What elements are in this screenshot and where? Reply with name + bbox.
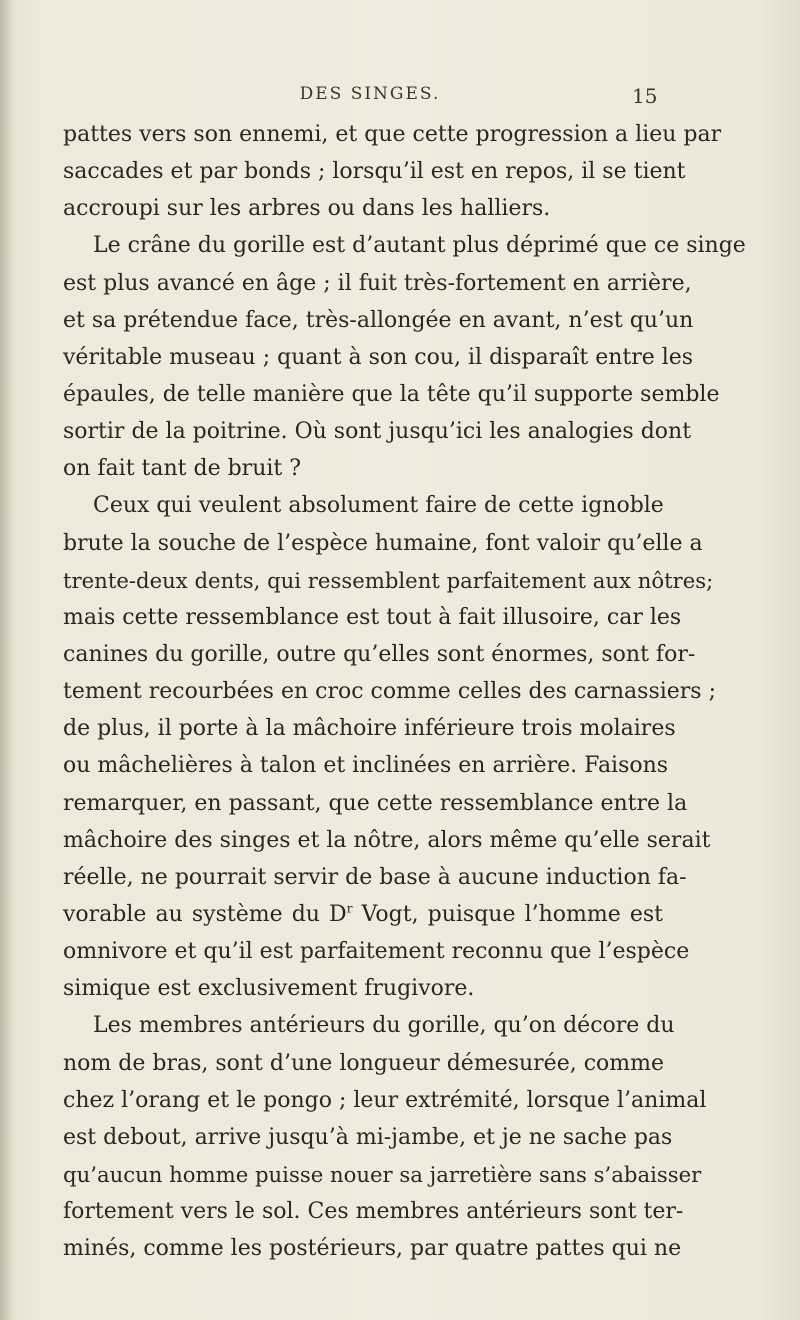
page-number: 15 <box>632 84 658 108</box>
text-line: brute la souche de l’espèce humaine, font valoir qu’elle a <box>63 530 703 556</box>
text-line: mâchoire des singes et la nôtre, alors même qu’elle serait <box>63 827 711 853</box>
text-line: est plus avancé en âge ; il fuit très-fortement en arrière, <box>63 270 692 296</box>
running-head: DES SINGES. <box>299 84 441 104</box>
text-line: simique est exclusivement frugivore. <box>63 976 475 1002</box>
text-span: vorable au système du D <box>63 901 347 927</box>
text-line: et sa prétendue face, très-allongée en avant, n’est qu’un <box>63 307 694 333</box>
text-line: Le crâne du gorille est d’autant plus déprimé que ce singe <box>93 233 746 259</box>
text-line: Les membres antérieurs du gorille, qu’on décore du <box>93 1013 675 1039</box>
text-line: pattes vers son ennemi, et que cette progression a lieu par <box>63 122 722 147</box>
text-line: omnivore et qu’il est parfaitement reconnu que l’espèce <box>63 939 690 965</box>
text-line: véritable museau ; quant à son cou, il disparaît entre les <box>63 344 694 370</box>
text-line: est debout, arrive jusqu’à mi-jambe, et je ne sache pas <box>63 1124 673 1150</box>
text-span: Vogt, puisque l’homme est <box>352 901 663 927</box>
text-line: épaules, de telle manière que la tête qu’il supporte semble <box>63 381 720 407</box>
body-text <box>63 116 746 1267</box>
text-line: réelle, ne pourrait servir de base à aucune induction fa- <box>63 864 687 890</box>
page-header <box>0 84 800 114</box>
text-line: fortement vers le sol. Ces membres antérieurs sont ter- <box>63 1199 684 1225</box>
text-line: sortir de la poitrine. Où sont jusqu’ici les analogies dont <box>63 419 692 445</box>
text-line: accroupi sur les arbres ou dans les halliers. <box>63 196 551 222</box>
text-line: canines du gorille, outre qu’elles sont énormes, sont for- <box>63 641 696 667</box>
text-line: trente-deux dents, qui ressemblent parfaitement aux nôtres; <box>63 567 714 593</box>
text-line: chez l’orang et le pongo ; leur extrémité, lorsque l’animal <box>63 1087 707 1113</box>
binding-shadow <box>0 0 14 1320</box>
text-line <box>63 896 663 933</box>
text-line: ou mâchelières à talon et inclinées en arrière. Faisons <box>63 753 669 779</box>
text-line: nom de bras, sont d’une longueur démesurée, comme <box>63 1050 665 1076</box>
text-line: tement recourbées en croc comme celles des carnassiers ; <box>63 679 717 705</box>
text-line: on fait tant de bruit ? <box>63 456 302 482</box>
text-line: minés, comme les postérieurs, par quatre pattes qui ne <box>63 1236 682 1262</box>
text-line: Ceux qui veulent absolument faire de cette ignoble <box>93 493 664 519</box>
text-line: saccades et par bonds ; lorsqu’il est en repos, il se tient <box>63 159 686 185</box>
text-line: qu’aucun homme puisse nouer sa jarretière sans s’abaisser <box>63 1161 702 1187</box>
text-line: de plus, il porte à la mâchoire inférieure trois molaires <box>63 716 676 742</box>
text-line: remarquer, en passant, que cette ressemblance entre la <box>63 790 688 816</box>
text-line: mais cette ressemblance est tout à fait illusoire, car les <box>63 604 682 630</box>
superscript: r <box>346 901 353 916</box>
